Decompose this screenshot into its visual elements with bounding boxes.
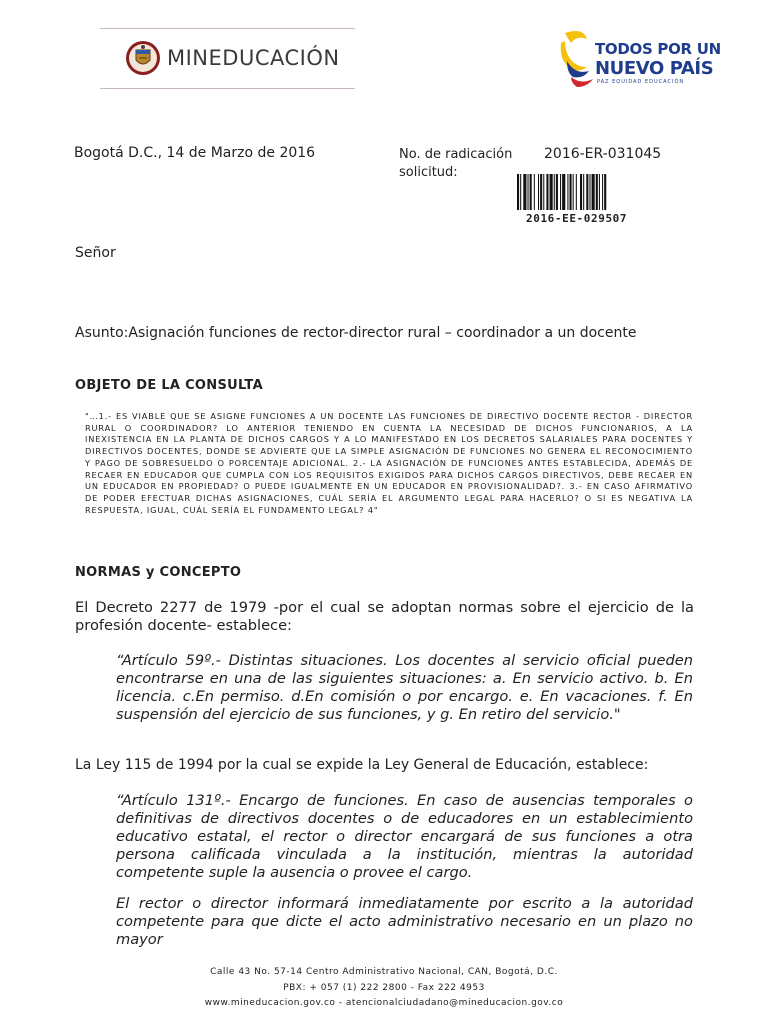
salutation: Señor: [75, 245, 116, 261]
barcode-bar: [554, 174, 555, 210]
place-date: Bogotá D.C., 14 de Marzo de 2016: [74, 145, 316, 161]
footer-web-email[interactable]: www.mineducacion.gov.co - atencionalciudadano@mineducacion.gov.co: [204, 998, 564, 1008]
barcode-bar: [538, 174, 539, 210]
barcode-bar: [560, 174, 561, 210]
barcode-bar: [556, 174, 558, 210]
objeto-heading: OBJETO DE LA CONSULTA: [75, 378, 263, 393]
barcode-bar: [543, 174, 544, 210]
logo-right-line2: NUEVO PAÍS: [595, 58, 714, 79]
barcode-bar: [602, 174, 603, 210]
barcode-bar: [546, 174, 548, 210]
footer-phone: PBX: + 057 (1) 222 2800 - Fax 222 4953: [283, 982, 485, 993]
barcode-bar: [592, 174, 595, 210]
decreto-intro: El Decreto 2277 de 1979 -por el cual se adoptan normas sobre el ejercicio de la profesión docente- establece:: [75, 599, 694, 634]
logo-right-line1: TODOS POR UN: [595, 40, 721, 58]
header-rule-top: [100, 28, 355, 29]
barcode-bar: [530, 174, 532, 210]
radicacion-label: No. de radicación: [399, 147, 513, 162]
barcode-bar: [567, 174, 568, 210]
barcode-bar: [583, 174, 584, 210]
barcode-number: 2016-EE-029507: [526, 212, 628, 225]
barcode-bar: [573, 174, 574, 210]
barcode-bar: [589, 174, 590, 210]
normas-heading: NORMAS y CONCEPTO: [75, 565, 242, 580]
ley-intro: La Ley 115 de 1994 por la cual se expide la Ley General de Educación, establece:: [75, 757, 649, 773]
barcode-bar: [599, 174, 600, 210]
header-rule-bottom: [100, 88, 355, 89]
barcode-bar: [576, 174, 577, 210]
radicacion-value: 2016-ER-031045: [544, 146, 662, 162]
barcode-bar: [562, 174, 565, 210]
barcode-bar: [550, 174, 553, 210]
logo-right-tagline: PAZ EQUIDAD EDUCACIÓN: [597, 79, 685, 85]
barcode-bar: [540, 174, 542, 210]
objeto-quote: "…1.- ES VIABLE QUE SE ASIGNE FUNCIONES A UN DOCENTE LAS FUNCIONES DE DIRECTIVO DOCENTE RECTOR - DIRECTOR RURAL O COORDINADOR? LO ANTERIOR TENIENDO EN CUENTA LA NECESIDAD DE DICHOS FUNCIONARIOS, A LA INEXISTENCIA EN LA PLANTA DE DICHOS CARGOS Y A LO MANIFESTADO EN LOS DECRETOS SALARIALES PARA DOCENTES Y DIRECTIVOS DOCENTES, DONDE SE ADVIERTE QUE LA SIMPLE ASIGNACIÓN DE FUNCIONES NO GENERA EL RECONOCIMIENTO Y PAGO DE SOBRESUELDO O PORCENTAJE ADICIONAL. 2.- LA ASIGNACIÓN DE FUNCIONES ANTES ESTABLECIDA, ADEMÁS DE RECAER EN EDUCADOR QUE CUMPLA CON LOS REQUISITOS EXIGIDOS PARA DICHOS CARGOS DIRECTIVOS, DEBE RECAER EN UN EDUCADOR EN PROPIEDAD? O PUEDE IGUALMENTE EN UN EDUCADOR EN PROVISIONALIDAD?. 3.- EN CASO AFIRMATIVO DE PODER EFECTUAR DICHAS ASIGNACIONES, CUÁL SERÍA EL ARGUMENTO LEGAL PARA HACERLO? O SI ES NEGATIVA LA RESPUESTA, IGUAL, CUÁL SERÍA EL FUNDAMENTO LEGAL? 4": [85, 411, 693, 515]
barcode-bar: [520, 174, 521, 210]
barcode-bar: [523, 174, 526, 210]
barcode-bar: [570, 174, 572, 210]
articulo-131-quote: “Artículo 131º.- Encargo de funciones. En caso de ausencias temporales o definitivas de directivos docentes o de educadores en un establecimiento educativo estatal, el rector o director encargará de sus funciones a otra persona calificada vinculada a la institución, mientras la autoridad competente suple la ausencia o provee el cargo.: [116, 792, 693, 881]
barcode-bar: [596, 174, 598, 210]
barcode-bar: [534, 174, 535, 210]
barcode-bar: [604, 174, 606, 210]
barcode-bar: [528, 174, 529, 210]
mineducacion-logo: [125, 40, 340, 76]
barcode-bar: [517, 174, 519, 210]
coat-of-arms-icon: [125, 40, 161, 76]
asunto-line: [75, 325, 636, 341]
articulo-131-paragraph-2: El rector o director informará inmediatamente por escrito a la autoridad competente para que dicte el acto administrativo necesario en un plazo no mayor: [116, 895, 693, 948]
todos-por-un-nuevo-pais-logo: [557, 27, 721, 91]
articulo-59-quote: “Artículo 59º.- Distintas situaciones. Los docentes al servicio oficial pueden encontrarse en una de las siguientes situaciones: a. En servicio activo. b. En licencia. c.En permiso. d.En comisión o por encargo. e. En vacaciones. f. En suspensión del ejercicio de sus funciones, y g. En retiro del servicio.": [116, 652, 693, 723]
barcode-bar: [586, 174, 588, 210]
barcode-bar: [580, 174, 582, 210]
footer-address: Calle 43 No. 57-14 Centro Administrativo Nacional, CAN, Bogotá, D.C.: [210, 967, 558, 977]
colombia-swoosh-icon: [557, 27, 599, 91]
asunto-text: Asignación funciones de rector-director rural – coordinador a un docente: [128, 325, 637, 341]
asunto-label: Asunto:: [75, 325, 129, 341]
logo-left-text: MINEDUCACIÓN: [167, 46, 340, 70]
barcode: [517, 174, 647, 210]
footer: [150, 965, 618, 1012]
solicitud-label: solicitud:: [399, 165, 458, 180]
